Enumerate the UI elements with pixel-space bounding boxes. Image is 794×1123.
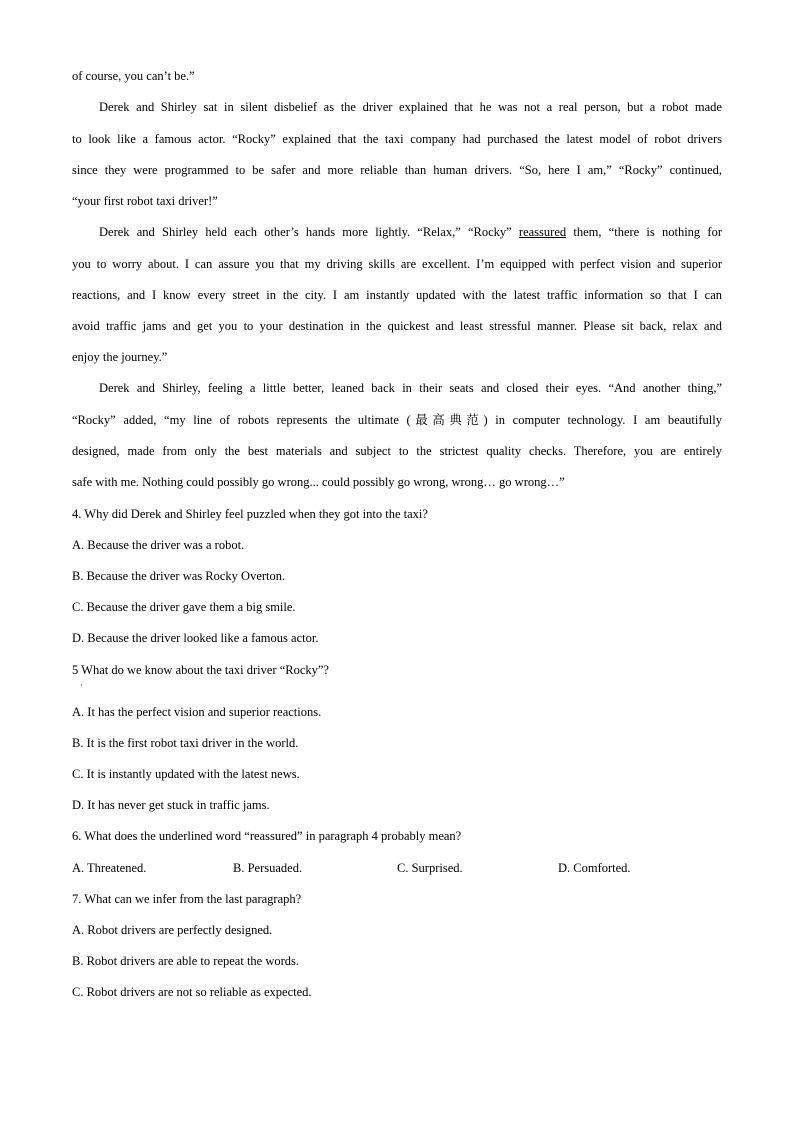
question-4-option-d: D. Because the driver looked like a famous actor. bbox=[72, 631, 319, 645]
paragraph-3-line-2: you to worry about. I can assure you that my driving skills are excellent. I’m equipped with perfect vision and superior bbox=[72, 257, 722, 271]
question-7-stem: 7. What can we infer from the last paragraph? bbox=[72, 892, 302, 906]
underlined-word: reassured bbox=[518, 225, 567, 239]
question-7-option-c: C. Robot drivers are not so reliable as expected. bbox=[72, 985, 312, 999]
paragraph-continuation: of course, you can’t be.” bbox=[72, 69, 195, 83]
paragraph-3-line-3: reactions, and I know every street in the city. I am instantly updated with the latest traffic information so that I can bbox=[72, 288, 722, 302]
question-5-stem: 5 What do we know about the taxi driver “Rocky”? bbox=[72, 663, 329, 677]
paragraph-4-line-4: safe with me. Nothing could possibly go wrong... could possibly go wrong, wrong… go wrong…” bbox=[72, 475, 565, 489]
question-4-stem: 4. Why did Derek and Shirley feel puzzled when they got into the taxi? bbox=[72, 507, 428, 521]
paragraph-3-line-5: enjoy the journey.” bbox=[72, 350, 168, 364]
question-5-option-d: D. It has never get stuck in traffic jams. bbox=[72, 798, 270, 812]
question-5-option-c: C. It is instantly updated with the latest news. bbox=[72, 767, 300, 781]
question-4-option-c: C. Because the driver gave them a big smile. bbox=[72, 600, 296, 614]
paragraph-4-line-1: Derek and Shirley, feeling a little better, leaned back in their seats and closed their eyes. “And another thing,” bbox=[99, 381, 722, 395]
paragraph-2-line-2: to look like a famous actor. “Rocky” explained that the taxi company had purchased the latest model of robot drivers bbox=[72, 132, 722, 146]
paragraph-3-line-1 bbox=[99, 224, 722, 240]
paragraph-4-line-2: “Rocky” added, “my line of robots represents the ultimate (最高典范) in computer technology. I am beautifully bbox=[72, 413, 722, 427]
paragraph-2-line-4: “your first robot taxi driver!” bbox=[72, 194, 218, 208]
question-7-option-a: A. Robot drivers are perfectly designed. bbox=[72, 923, 273, 937]
paragraph-3-text-after: them, “there is nothing for bbox=[566, 225, 722, 239]
question-6-option-d: D. Comforted. bbox=[558, 861, 631, 875]
question-5-option-b: B. It is the first robot taxi driver in the world. bbox=[72, 736, 299, 750]
paragraph-4-line-3: designed, made from only the best materials and subject to the strictest quality checks. Therefore, you are entirely bbox=[72, 444, 722, 458]
question-6-option-b: B. Persuaded. bbox=[233, 861, 303, 875]
question-6-stem: 6. What does the underlined word “reassured” in paragraph 4 probably mean? bbox=[72, 829, 462, 843]
question-4-option-b: B. Because the driver was Rocky Overton. bbox=[72, 569, 286, 583]
paragraph-2-line-1: Derek and Shirley sat in silent disbelief as the driver explained that he was not a real person, but a robot made bbox=[99, 100, 722, 114]
paragraph-2-line-3: since they were programmed to be safer and more reliable than human drivers. “So, here I am,” “Rocky” continued, bbox=[72, 163, 722, 177]
question-7-option-b: B. Robot drivers are able to repeat the words. bbox=[72, 954, 300, 968]
paragraph-3-line-4: avoid traffic jams and get you to your destination in the quickest and least stressful manner. Please sit back, relax and bbox=[72, 319, 722, 333]
paragraph-3-text-before: Derek and Shirley held each other’s hands more lightly. “Relax,” “Rocky” bbox=[99, 225, 519, 239]
question-4-option-a: A. Because the driver was a robot. bbox=[72, 538, 245, 552]
question-6-option-c: C. Surprised. bbox=[397, 861, 463, 875]
stray-dot-mark: · bbox=[80, 681, 83, 690]
question-5-option-a: A. It has the perfect vision and superior reactions. bbox=[72, 705, 322, 719]
question-6-option-a: A. Threatened. bbox=[72, 861, 147, 875]
